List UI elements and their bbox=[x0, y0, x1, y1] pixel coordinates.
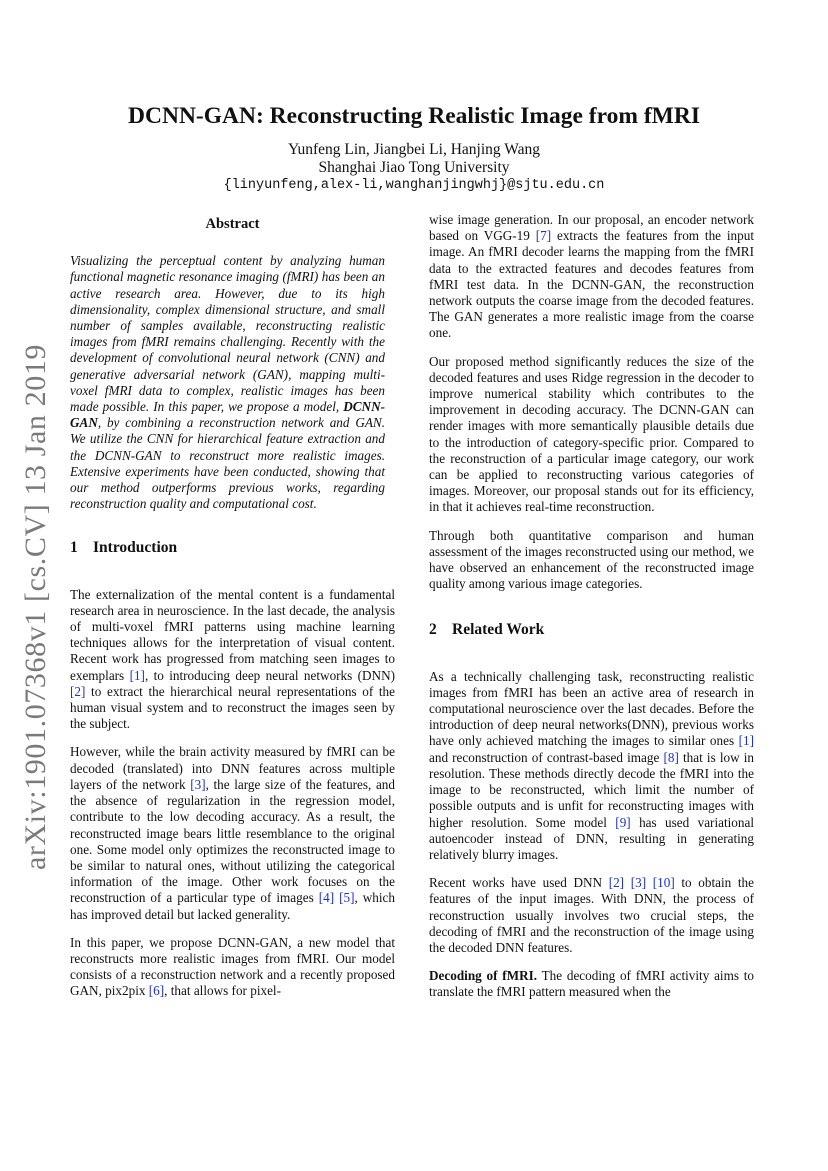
citation-link[interactable]: [4] bbox=[318, 890, 335, 906]
citation-link[interactable]: [2] bbox=[608, 875, 625, 891]
section-heading-introduction: 1 Introduction bbox=[70, 539, 178, 557]
model-name: DCNN-GAN bbox=[70, 399, 385, 431]
citation-link[interactable]: [3] bbox=[190, 776, 206, 792]
citation-link[interactable]: [5] bbox=[339, 890, 355, 906]
citation-link[interactable]: [10] bbox=[652, 875, 675, 891]
citation-link[interactable]: [6] bbox=[148, 983, 165, 999]
right-column bbox=[429, 212, 754, 1013]
author-names: Yunfeng Lin, Jiangbei Li, Hanjing Wang bbox=[287, 141, 541, 158]
intro-paragraph: In this paper, we propose DCNN-GAN, a new model that reconstructs more realistic images from fMRI. Our model consists of a reconstruction network and a recently proposed GAN, pix2pix [6], that allows for pixel- bbox=[70, 934, 395, 999]
affiliation: Shanghai Jiao Tong University bbox=[318, 159, 510, 176]
citation-link[interactable]: [7] bbox=[535, 228, 552, 244]
left-column bbox=[70, 212, 395, 1012]
citation-link[interactable]: [8] bbox=[663, 749, 679, 765]
citation-link[interactable]: [2] bbox=[70, 683, 86, 699]
paper-title: DCNN-GAN: Reconstructing Realistic Image from fMRI bbox=[128, 103, 700, 129]
arxiv-identifier bbox=[8, 343, 64, 871]
citation-link[interactable]: [1] bbox=[738, 733, 754, 749]
intro-paragraph: The externalization of the mental content is a fundamental research area in neuroscience. In the last decade, the analysis of multi-voxel fMRI patterns using machine learning techniques allows for the interpretation of visual content. Recent work has progressed from matching seen images to exemplars [1], to introducing deep neural networks (DNN) [2] to extract the hierarchical neural representations of the human visual system and to reconstruct the images seen by the subject. bbox=[70, 586, 395, 732]
intro-paragraph: wise image generation. In our proposal, an encoder network based on VGG-19 [7] extracts the features from the input image. An fMRI decoder learns the mapping from the fMRI data to the extracted features and decodes features from fMRI test data. In the DCNN-GAN, the reconstruction network outputs the coarse image from the decoded features. The GAN generates a more realistic image from the coarse one. bbox=[429, 212, 754, 341]
abstract-heading: Abstract bbox=[205, 216, 260, 232]
author-emails: {linyunfeng,alex-li,wanghanjingwhj}@sjtu.edu.cn bbox=[223, 178, 605, 193]
section-heading-related-work: 2 Related Work bbox=[429, 621, 545, 639]
related-paragraph: As a technically challenging task, reconstructing realistic images from fMRI has been an active area of research in computational neuroscience over the last decades. Before the introduction of deep neural networks(DNN), previous works have only achieved matching the images to similar ones [1] and reconstruction of contrast-based image [8] that is low in resolution. These methods directly decode the fMRI into the image to be reconstructed, which limit the number of possible outputs and is unfit for reconstructing images with higher resolution. Some model [9] has used variational autoencoder instead of DNN, resulting in generating relatively blurry images. bbox=[429, 668, 754, 862]
intro-paragraph: Our proposed method significantly reduces the size of the decoded features and uses Ridge regression in the decoder to improve numerical stability which contributes to the improvement in decoding accuracy. The DCNN-GAN can render images with more semantically plausible details due to the introduction of category-specific prior. Compared to the reconstruction of a particular image category, our work can be applied to reconstructing various categories of images. Moreover, our proposal stands out for its efficiency, in that it achieves real-time reconstruction. bbox=[429, 353, 754, 515]
author-block bbox=[0, 141, 828, 195]
arxiv-identifier-text: arXiv:1901.07368v1 [cs.CV] 13 Jan 2019 bbox=[19, 343, 53, 871]
intro-paragraph: Through both quantitative comparison and human assessment of the images reconstructed using our method, we have observed an enhancement of the reconstructed image quality among various image categories. bbox=[429, 527, 754, 592]
related-paragraph: Decoding of fMRI. The decoding of fMRI activity aims to translate the fMRI pattern measured when the bbox=[429, 968, 755, 1000]
related-paragraph: Recent works have used DNN [2] [3] [10] to obtain the features of the input images. With DNN, the process of reconstruction usually involves two crucial steps, the decoding of fMRI and the reconstruction of the image using the decoded DNN features. bbox=[429, 875, 754, 955]
intro-paragraph: However, while the brain activity measured by fMRI can be decoded (translated) into DNN features across multiple layers of the network [3], the large size of the features, and the absence of regularization in the regression model, contribute to the low decoding accuracy. As a result, the reconstructed image bears little resemblance to the original one. Some model only optimizes the reconstructed image to be similar to natural ones, without utilizing the categorical information of the image. Other work focuses on the reconstruction of a particular type of images [4] [5], which has improved detail but lacked generality. bbox=[70, 744, 395, 922]
abstract-text: Visualizing the perceptual content by analyzing human functional magnetic resonance imaging (fMRI) has been an active research area. However, due to its high dimensionality, complex dimensional structure, and small number of samples available, reconstructing realistic images from fMRI remains challenging. Recently with the development of convolutional neural network (CNN) and generative adversarial network (GAN), mapping multi-voxel fMRI data to complex, realistic images has been made possible. In this paper, we propose a model, DCNN-GAN, by combining a reconstruction network and GAN. We utilize the CNN for hierarchical feature extraction and the DCNN-GAN to reconstruct more realistic images. Extensive experiments have been conducted, showing that our method outperforms previous works, regarding reconstruction quality and computational cost. bbox=[70, 253, 385, 512]
citation-link[interactable]: [1] bbox=[129, 667, 145, 683]
paragraph-heading: Decoding of fMRI. bbox=[429, 968, 538, 984]
citation-link[interactable]: [3] bbox=[630, 875, 647, 891]
citation-link[interactable]: [9] bbox=[615, 814, 631, 830]
